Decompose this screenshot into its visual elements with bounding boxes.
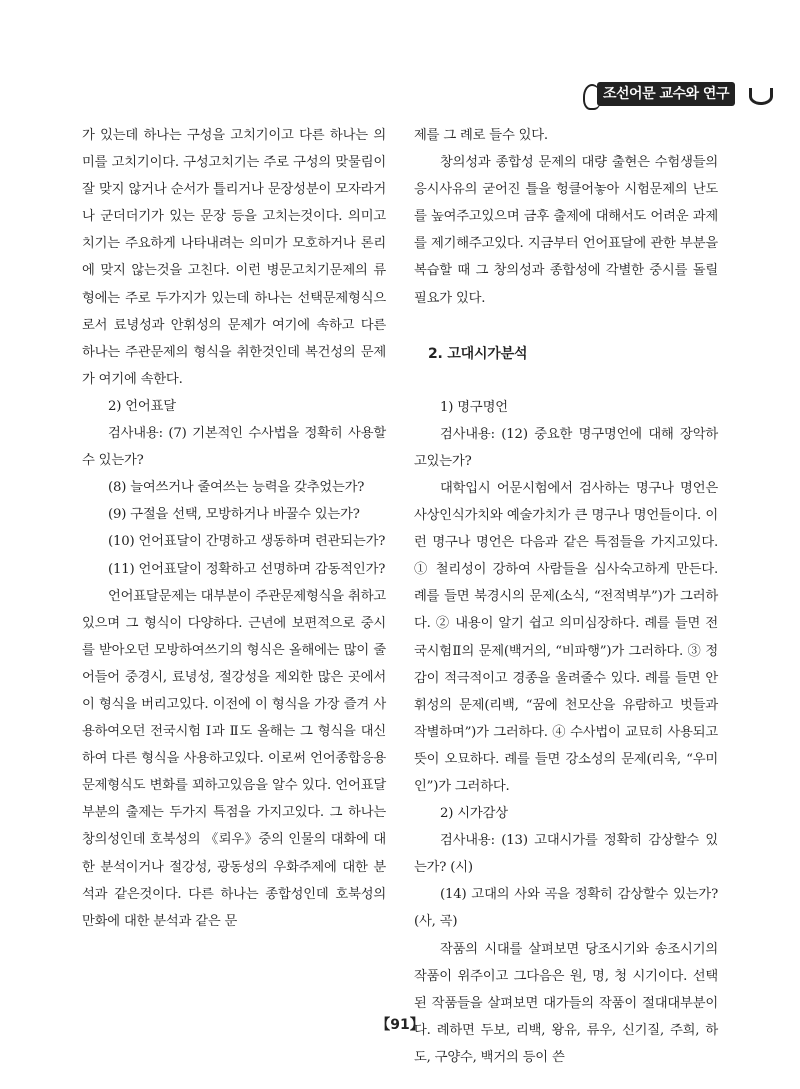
section-heading: 2. 고대시가분석 [428, 345, 528, 362]
paragraph: 제를 그 례로 들수 있다. [414, 128, 548, 143]
journal-title: 조선어문 교수와 연구 [597, 82, 735, 106]
paragraph: 검사내용: (12) 중요한 명구명언에 대해 장악하고있는가? [414, 426, 718, 469]
paragraph: 작품의 시대를 살펴보면 당조시기와 송조시기의 작품이 위주이고 그다음은 원, 명, 청 시기이다. 선택된 작품들을 살펴보면 대가들의 작품이 절대대부분이다. 례하면 두보, 리백, 왕유, 류우, 신기질, 주희, 하도, 구양수, 백거의 등이 쓴 [414, 941, 718, 1065]
journal-header-emblem [583, 78, 773, 112]
subsection-title: 2) 언어표달 [108, 398, 176, 414]
paragraph: 언어표달문제는 대부분이 주관문제형식을 취하고있으며 그 형식이 다양하다. 근년에 보편적으로 중시를 받아오던 모방하여쓰기의 형식은 올해에는 많이 줄어들어 중경시, 료녕성, 절강성을 제외한 많은 곳에서 이 형식을 버리고있다. 이전에 이 형식을 가장 즐겨 사용하여오던 전국시험 Ⅰ과 Ⅱ도 올해는 그 형식을 대신하여 다른 형식을 사용하고있다. 이로써 언어종합응용문제형식도 변화를 꾀하고있음을 알수 있다. 언어표달부분의 출제는 두가지 특점을 가지고있다. 그 하나는 창의성인데 호북성의 《뢰우》중의 인물의 대화에 대한 분석이거나 절강성, 광동성의 우화주제에 대한 분석과 같은것이다. 다른 하나는 종합성인데 호북성의 만화에 대한 분석과 같은 문 [82, 588, 386, 929]
paragraph: (11) 언어표달이 정확하고 선명하며 감동적인가? [108, 561, 386, 577]
paragraph: 대학입시 어문시험에서 검사하는 명구나 명언은 사상인식가치와 예술가치가 큰 명구나 명언들이다. 이런 명구나 명언은 다음과 같은 특점들을 가지고있다. ① 철리성이 강하여 사람들을 심사숙고하게 만든다. 례를 들면 북경시의 문제(소식, “전적벽부”)가 그러하다. ② 내용이 알기 쉽고 의미심장하다. 례를 들면 전국시험Ⅱ의 문제(백거의, “비파행”)가 그러하다. ③ 정감이 적극적이고 경종을 울려줄수 있다. 례를 들면 안휘성의 문제(리백, “꿈에 천모산을 유람하고 벗들과 작별하며”)가 그러하다. ④ 수사법이 교묘히 사용되고 뜻이 오묘하다. 례를 들면 강소성의 문제(리욱, “우미인”)가 그러하다. [414, 480, 718, 794]
paragraph: (10) 언어표달이 간명하고 생동하며 련관되는가? [108, 534, 386, 550]
paragraph: (14) 고대의 사와 곡을 정확히 감상할수 있는가? (사, 곡) [414, 887, 718, 930]
right-column [414, 122, 718, 1071]
page-number: 【91】 [376, 1017, 424, 1033]
paragraph: (9) 구절을 선택, 모방하거나 바꿀수 있는가? [108, 507, 360, 523]
ornament-right-icon [749, 88, 773, 105]
paragraph: 검사내용: (7) 기본적인 수사법을 정확히 사용할수 있는가? [82, 426, 386, 469]
paragraph: 창의성과 종합성 문제의 대량 출현은 수험생들의 응시사유의 굳어진 틀을 헝클어놓아 시험문제의 난도를 높여주고있으며 금후 출제에 대해서도 어려운 과제를 제기해주고있다. 지금부터 언어표달에 관한 부분을 복습할 때 그 창의성과 종합성에 각별한 중시를 돌릴 필요가 있다. [414, 155, 718, 306]
left-column [82, 122, 386, 935]
paragraph: 검사내용: (13) 고대시가를 정확히 감상할수 있는가? (시) [414, 833, 718, 876]
paragraph: 가 있는데 하나는 구성을 고치기이고 다른 하나는 의미를 고치기이다. 구성고치기는 주로 구성의 맞물림이 잘 맞지 않거나 순서가 틀리거나 문장성분이 모자라거나 군더더기가 있는 문장 등을 고치는것이다. 의미고치기는 주요하게 나타내려는 의미가 모호하거나 론리에 맞지 않는것을 고친다. 이런 병문고치기문제의 류형에는 주로 두가지가 있는데 하나는 선택문제형식으로서 료녕성과 안휘성의 문제가 여기에 속하고 다른 하나는 주관문제의 형식을 취한것인데 복건성의 문제가 여기에 속한다. [82, 128, 386, 387]
subsection-title: 1) 명구명언 [440, 399, 508, 415]
paragraph: (8) 늘여쓰거나 줄여쓰는 능력을 갖추었는가? [108, 480, 365, 496]
subsection-title: 2) 시가감상 [440, 806, 508, 822]
